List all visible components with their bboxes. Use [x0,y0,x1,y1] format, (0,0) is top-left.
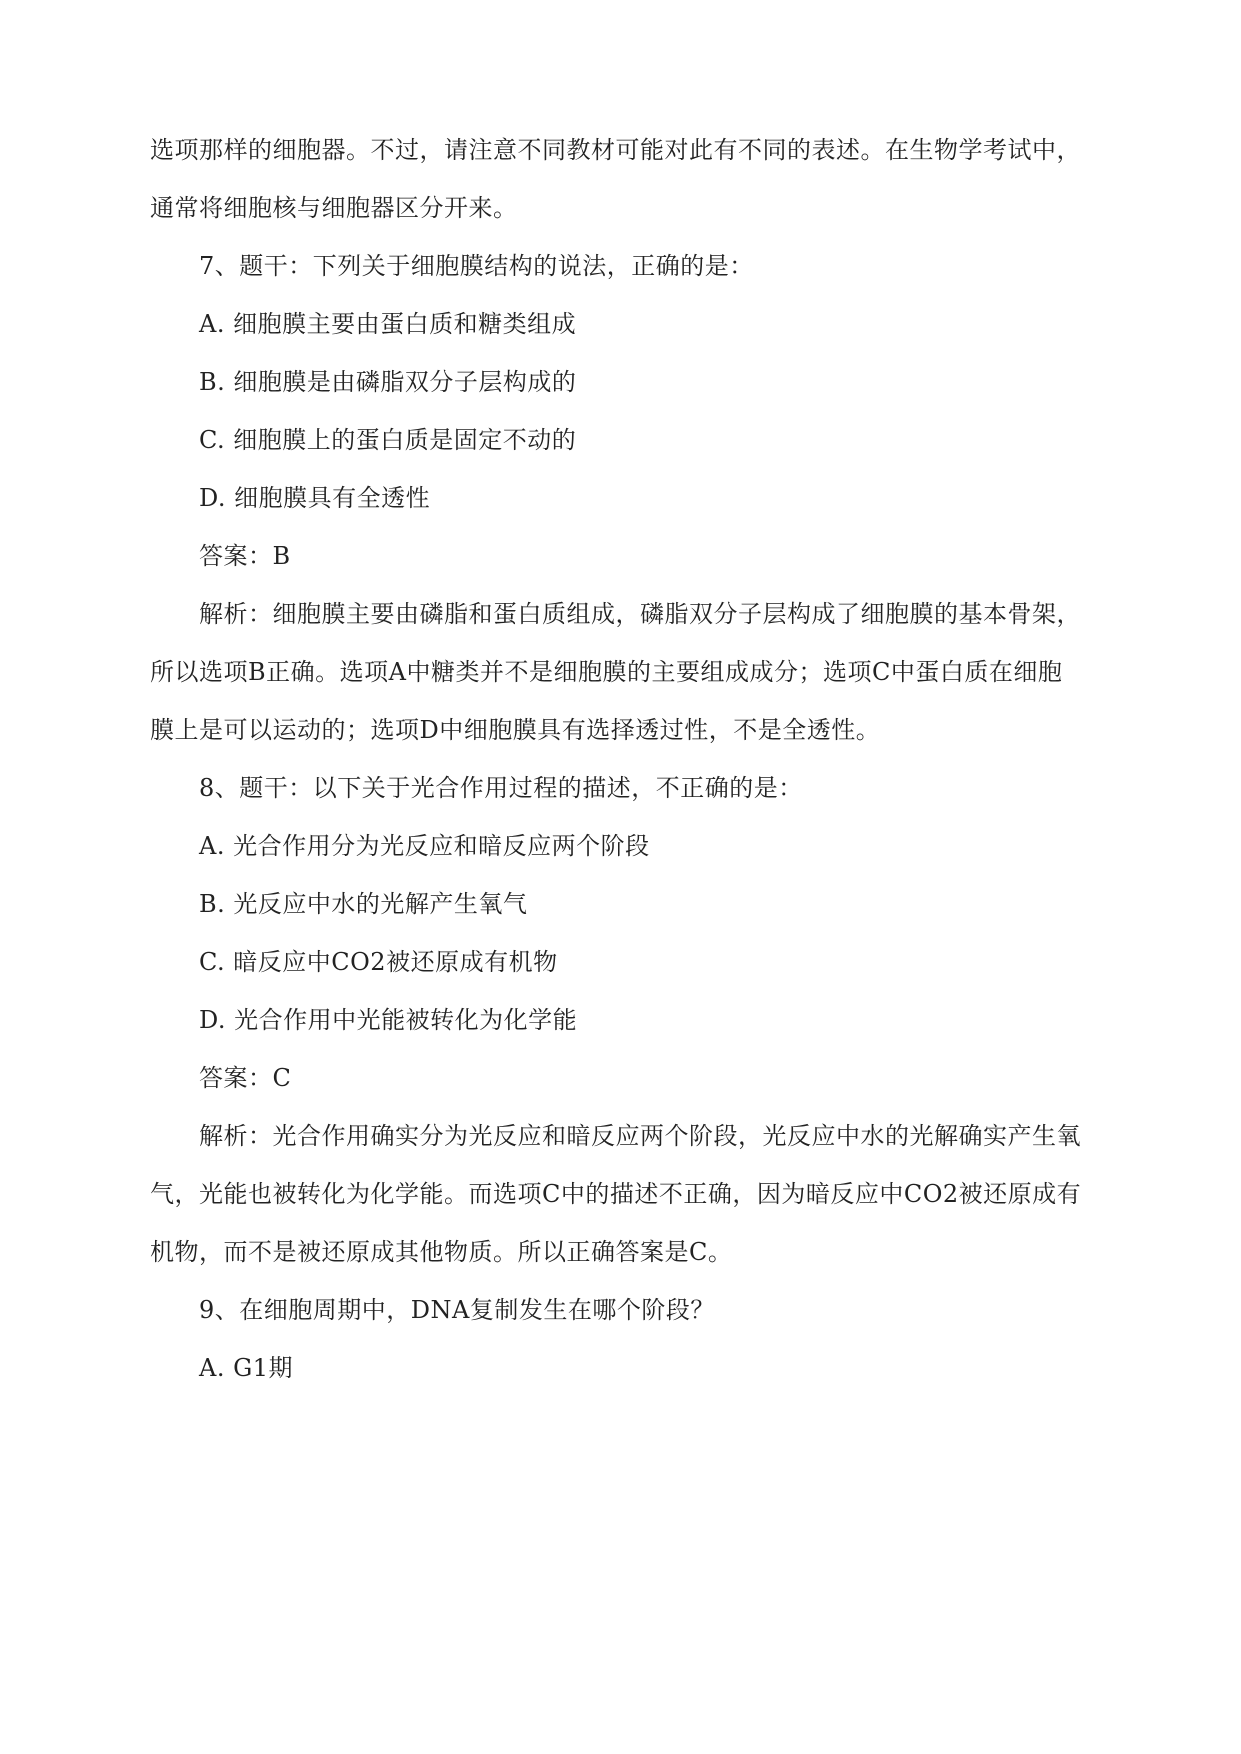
text-line: 选项那样的细胞器。不过，请注意不同教材可能对此有不同的表述。在生物学考试中， [150,136,1081,164]
question-8-option-c: C. 暗反应中CO2被还原成有机物 [199,948,558,976]
question-8-option-b: B. 光反应中水的光解产生氧气 [199,890,528,918]
text-line: 通常将细胞核与细胞器区分开来。 [150,194,518,222]
question-8-explanation: 解析：光合作用确实分为光反应和暗反应两个阶段，光反应中水的光解确实产生氧 [199,1122,1081,1150]
question-9-option-a: A. G1期 [199,1354,294,1382]
question-8-option-a: A. 光合作用分为光反应和暗反应两个阶段 [199,832,650,860]
question-7-option-a: A. 细胞膜主要由蛋白质和糖类组成 [199,310,577,338]
question-7-option-d: D. 细胞膜具有全透性 [199,484,431,512]
question-7-answer: 答案：B [199,542,291,570]
question-7-option-b: B. 细胞膜是由磷脂双分子层构成的 [199,368,577,396]
question-7-explanation: 膜上是可以运动的；选项D中细胞膜具有选择透过性，不是全透性。 [150,716,881,744]
question-8-stem: 8、题干：以下关于光合作用过程的描述，不正确的是： [199,774,803,802]
question-8-option-d: D. 光合作用中光能被转化为化学能 [199,1006,578,1034]
question-8-explanation: 气，光能也被转化为化学能。而选项C中的描述不正确，因为暗反应中CO2被还原成有 [150,1180,1082,1208]
question-7-stem: 7、题干：下列关于细胞膜结构的说法，正确的是： [199,252,754,280]
question-7-explanation: 解析：细胞膜主要由磷脂和蛋白质组成，磷脂双分子层构成了细胞膜的基本骨架， [199,600,1081,628]
question-8-explanation: 机物，而不是被还原成其他物质。所以正确答案是C。 [150,1238,733,1266]
question-7-explanation: 所以选项B正确。选项A中糖类并不是细胞膜的主要组成成分；选项C中蛋白质在细胞 [150,658,1063,686]
question-7-option-c: C. 细胞膜上的蛋白质是固定不动的 [199,426,577,454]
question-9-stem: 9、在细胞周期中，DNA复制发生在哪个阶段？ [199,1296,715,1324]
question-8-answer: 答案：C [199,1064,292,1092]
